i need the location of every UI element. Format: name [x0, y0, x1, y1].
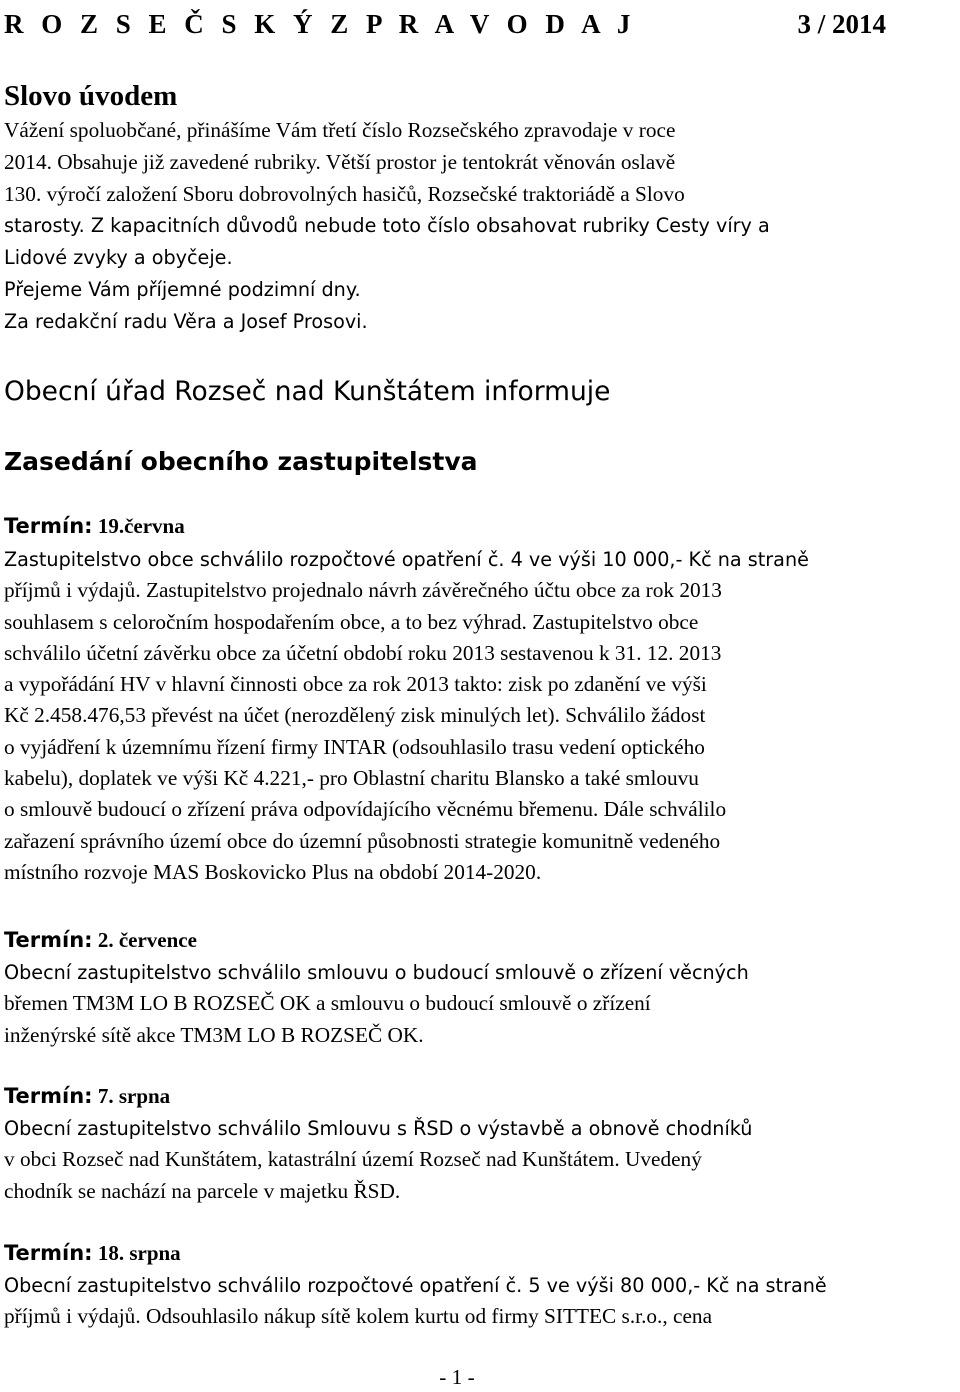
session-line: příjmů i výdajů. Zastupitelstvo projednalo návrh závěrečného účtu obce za rok 2013	[4, 578, 722, 603]
session-line: schválilo účetní závěrku obce za účetní období roku 2013 sestavenou k 31. 12. 2013	[4, 640, 722, 665]
session-line: inženýrské sítě akce TM3M LO B ROZSEČ OK.	[4, 1022, 424, 1047]
intro-line: 2014. Obsahuje již zavedené rubriky. Větší prostor je tentokrát věnován oslavě	[4, 150, 676, 174]
session-text	[4, 1113, 960, 1207]
session-line: chodník se nachází na parcele v majetku ŘSD.	[4, 1178, 401, 1203]
intro-line: starosty. Z kapacitních důvodů nebude toto číslo obsahovat rubriky Cesty víry a	[4, 214, 770, 237]
session-date: 7. srpna	[97, 1084, 171, 1108]
intro-greeting: Přejeme Vám příjemné podzimní dny.	[4, 278, 361, 301]
intro-closing	[4, 274, 960, 338]
session-line: Obecní zastupitelstvo schválilo Smlouvu s ŘSD o výstavbě a obnově chodníků	[4, 1117, 753, 1140]
session-line: zařazení správního území obce do územní působnosti strategie komunitně vedeného	[4, 828, 721, 853]
session-line: v obci Rozseč nad Kunštátem, katastrální území Rozseč nad Kunštátem. Uvedený	[4, 1147, 702, 1172]
session-line: příjmů i výdajů. Odsouhlasilo nákup sítě kolem kurtu od firmy SITTEC s.r.o., cena	[4, 1304, 713, 1329]
office-heading: Obecní úřad Rozseč nad Kunštátem informuje	[4, 376, 611, 407]
session-line: kabelu), doplatek ve výši Kč 4.221,- pro Oblastní charitu Blansko a také smlouvu	[4, 766, 699, 791]
session-line: souhlasem s celoročním hospodařením obce, a to bez výhrad. Zastupitelstvo obce	[4, 609, 699, 634]
session-text	[4, 1270, 960, 1333]
session-date-heading	[4, 510, 960, 542]
session-text	[4, 544, 960, 888]
session-line: Obecní zastupitelstvo schválilo smlouvu o budoucí smlouvě o zřízení věcných	[4, 961, 749, 984]
session-date: 2. července	[97, 928, 197, 952]
intro-line: Lidové zvyky a obyčeje.	[4, 246, 233, 269]
newsletter-title: R O Z S E Č S K Ý Z P R A V O D A J	[4, 9, 636, 39]
session-line: Obecní zastupitelstvo schválilo rozpočtové opatření č. 5 ve výši 80 000,- Kč na straně	[4, 1274, 827, 1297]
session-line: o smlouvě budoucí o zřízení práva odpovídajícího věcnému břemenu. Dále schválilo	[4, 797, 727, 822]
session-text	[4, 957, 960, 1051]
session-date-heading	[4, 1237, 960, 1269]
intro-line: 130. výročí založení Sboru dobrovolných hasičů, Rozsečské traktoriádě a Slovo	[4, 182, 685, 206]
intro-heading: Slovo úvodem	[4, 80, 178, 112]
meeting-heading: Zasedání obecního zastupitelstva	[4, 447, 478, 476]
session-label: Termín:	[4, 928, 93, 952]
session-label: Termín:	[4, 1241, 93, 1265]
intro-line: Vážení spoluobčané, přinášíme Vám třetí číslo Rozsečského zpravodaje v roce	[4, 118, 676, 142]
session-date: 18. srpna	[97, 1241, 181, 1265]
page-number: - 1 -	[439, 1365, 475, 1389]
session-line: Zastupitelstvo obce schválilo rozpočtové opatření č. 4 ve výši 10 000,- Kč na straně	[4, 548, 809, 571]
issue-number: 3 / 2014	[797, 9, 886, 39]
masthead	[4, 6, 956, 42]
session-line: místního rozvoje MAS Boskovicko Plus na období 2014-2020.	[4, 859, 542, 884]
session-date: 19.června	[97, 514, 185, 538]
session-line: břemen TM3M LO B ROZSEČ OK a smlouvu o budoucí smlouvě o zřízení	[4, 991, 651, 1016]
session-date-heading	[4, 1080, 960, 1112]
session-line: a vypořádání HV v hlavní činnosti obce za rok 2013 takto: zisk po zdanění ve výši	[4, 672, 707, 697]
session-line: o vyjádření k územnímu řízení firmy INTAR (odsouhlasilo trasu vedení optického	[4, 734, 705, 759]
session-label: Termín:	[4, 514, 93, 538]
intro-signature: Za redakční radu Věra a Josef Prosovi.	[4, 310, 368, 333]
intro-text	[4, 114, 960, 274]
session-line: Kč 2.458.476,53 převést na účet (nerozdělený zisk minulých let). Schválilo žádost	[4, 703, 706, 728]
session-date-heading	[4, 924, 960, 956]
session-label: Termín:	[4, 1084, 93, 1108]
